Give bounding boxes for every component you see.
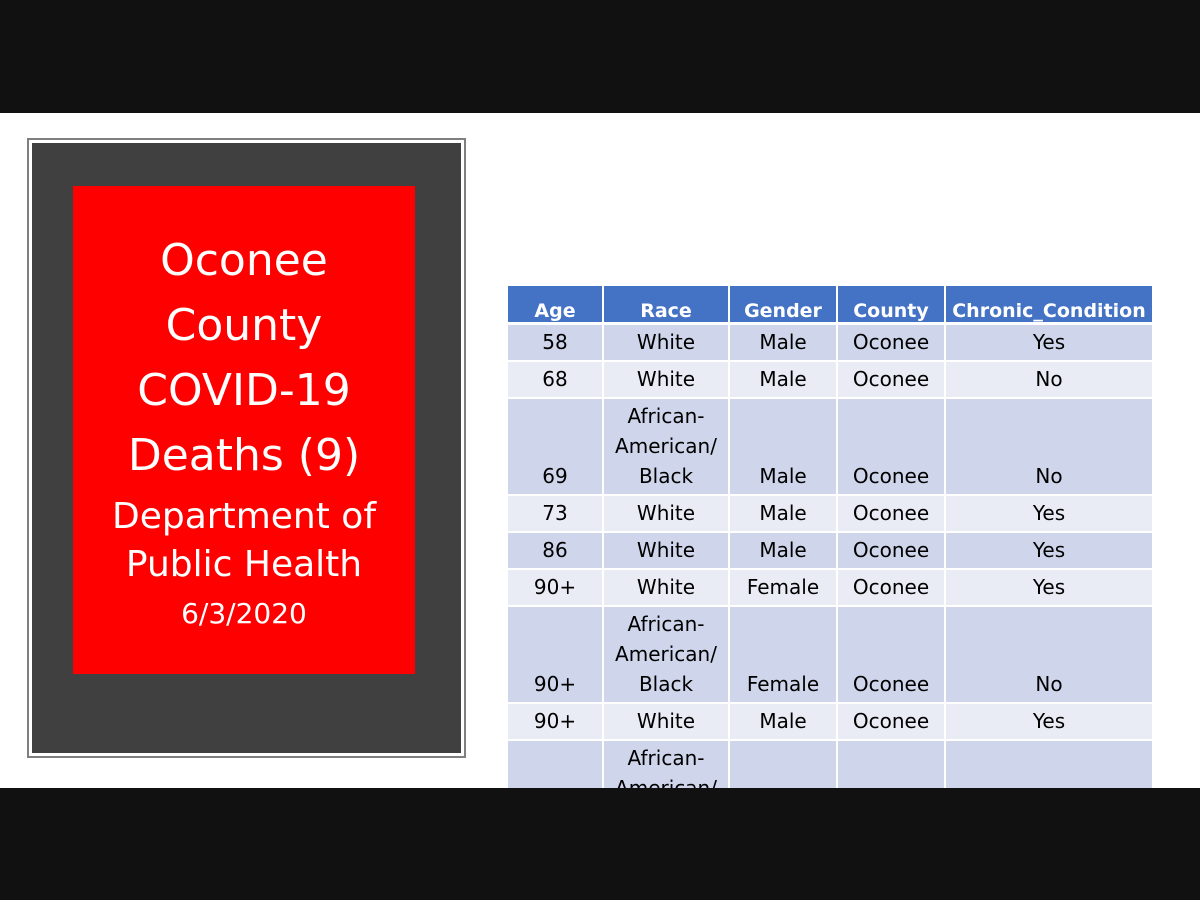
cell-race: White [603, 532, 729, 569]
cell-age: 68 [508, 361, 603, 398]
cell-race: White [603, 324, 729, 362]
cell-race: White [603, 703, 729, 740]
table-row [508, 703, 1152, 740]
cell-gender: Male [729, 398, 837, 495]
race-line: American/ [615, 434, 717, 458]
cell-county: Oconee [837, 361, 945, 398]
cell-age: 86 [508, 532, 603, 569]
cell-age: 90+ [508, 703, 603, 740]
table-row [508, 495, 1152, 532]
cell-race: White [603, 569, 729, 606]
header-age: Age [508, 286, 603, 324]
letterbox-top [0, 0, 1200, 113]
header-gender: Gender [729, 286, 837, 324]
cell-gender: Male [729, 532, 837, 569]
cell-county: Oconee [837, 703, 945, 740]
table-row [508, 324, 1152, 362]
cell-chronic-condition: No [945, 606, 1152, 703]
cell-chronic-condition: No [945, 398, 1152, 495]
race-line: African- [627, 612, 705, 636]
subtitle-line: Public Health [125, 544, 363, 585]
cell-county: Oconee [837, 606, 945, 703]
header-chronic-condition: Chronic_Condition [945, 286, 1152, 324]
race-line: American/ [615, 642, 717, 666]
table-row [508, 569, 1152, 606]
slide-subtitle [73, 493, 415, 589]
table-row [508, 398, 1152, 495]
race-line: African- [627, 746, 705, 770]
cell-chronic-condition: Yes [945, 569, 1152, 606]
cell-age: 90+ [508, 569, 603, 606]
cell-gender: Male [729, 703, 837, 740]
cell-age: 58 [508, 324, 603, 362]
cell-age: 69 [508, 398, 603, 495]
cell-race [603, 398, 729, 495]
header-county: County [837, 286, 945, 324]
race-line: African- [627, 404, 705, 428]
table-row [508, 361, 1152, 398]
title-line: Deaths (9) [127, 430, 361, 481]
cell-county: Oconee [837, 398, 945, 495]
letterbox-bottom [0, 788, 1200, 900]
race-line: Black [638, 672, 694, 696]
cell-gender: Male [729, 495, 837, 532]
cell-age: 90+ [508, 606, 603, 703]
cell-chronic-condition: Yes [945, 703, 1152, 740]
title-panel [73, 186, 415, 674]
deaths-table [508, 286, 1152, 838]
slide-title [73, 228, 415, 488]
slide-date: 6/3/2020 [181, 597, 307, 630]
table-row [508, 532, 1152, 569]
cell-gender: Male [729, 361, 837, 398]
cell-gender: Female [729, 569, 837, 606]
cell-gender: Female [729, 606, 837, 703]
title-line: County [165, 300, 323, 351]
table-row [508, 606, 1152, 703]
header-race: Race [603, 286, 729, 324]
cell-county: Oconee [837, 495, 945, 532]
cell-county: Oconee [837, 324, 945, 362]
cell-age: 73 [508, 495, 603, 532]
cell-race: White [603, 361, 729, 398]
cell-chronic-condition: Yes [945, 495, 1152, 532]
cell-chronic-condition: Yes [945, 324, 1152, 362]
subtitle-line: Department of [112, 496, 376, 537]
table-header-row [508, 286, 1152, 324]
cell-gender: Male [729, 324, 837, 362]
cell-county: Oconee [837, 532, 945, 569]
title-line: Oconee [160, 235, 328, 286]
cell-race [603, 606, 729, 703]
title-line: COVID-19 [137, 365, 351, 416]
cell-county: Oconee [837, 569, 945, 606]
cell-chronic-condition: No [945, 361, 1152, 398]
cell-chronic-condition: Yes [945, 532, 1152, 569]
cell-race: White [603, 495, 729, 532]
race-line: Black [638, 464, 694, 488]
